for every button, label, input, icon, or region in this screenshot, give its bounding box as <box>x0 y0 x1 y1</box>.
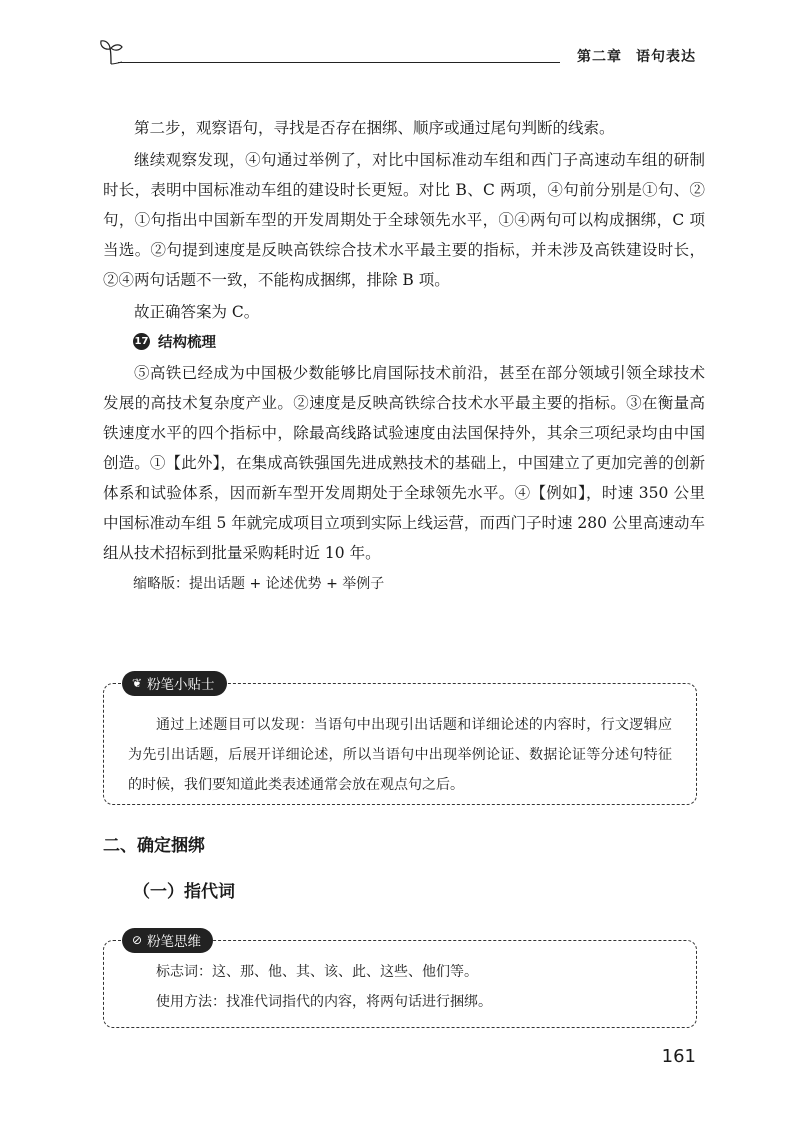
structure-heading <box>133 331 705 352</box>
thinking-tag-label: 粉笔思维 <box>147 934 202 950</box>
chapter-title: 语句表达 <box>636 49 696 65</box>
usage-method-line: 使用方法：找准代词指代的内容，将两句话进行捆绑。 <box>156 994 492 1010</box>
section-title: 二、确定捆绑 <box>103 836 205 856</box>
structure-heading-label: 结构梳理 <box>158 335 216 351</box>
paragraph-analysis: 继续观察发现，④句通过举例了，对比中国标准动车组和西门子高速动车组的研制时长，表明中国标准动车组的建设时长更短。对比 B、C 两项，④句前分别是①句、②句，①句指出中国新车型的开发周期处于全球领先水平，①④两句可以构成捆绑，C 项当选。②句提到速度是反映高铁综合技术水平最主要的指标，并未涉及高铁建设时长，②④两句话题不一致，不能构成捆绑，排除 B 项。 <box>103 151 705 289</box>
thinking-tag <box>122 928 213 953</box>
paragraph-answer: 故正确答案为 C。 <box>134 303 260 321</box>
chapter-number: 第二章 <box>577 49 622 65</box>
tip-tag <box>122 671 227 696</box>
tip-box <box>103 676 697 805</box>
paragraph-structure: ⑤高铁已经成为中国极少数能够比肩国际技术前沿，甚至在部分领域引领全球技术发展的高技术复杂度产业。②速度是反映高铁综合技术水平最主要的指标。③在衡量高铁速度水平的四个指标中，除最高线路试验速度由法国保持外，其余三项纪录均由中国创造。①【此外】，在集成高铁强国先进成熟技术的基础上，中国建立了更加完善的创新体系和试验体系，因而新车型开发周期处于全球领先水平。④【例如】，时速 350 公里中国标准动车组 5 年就完成项目立项到实际上线运营，而西门子时速 280 公里高速动车组从技术招标到批量采购耗时近 10 年。 <box>103 364 705 562</box>
short-version-line: 缩略版：提出话题 + 论述优势 + 举例子 <box>133 576 385 592</box>
section-number-badge: 17 <box>133 333 150 350</box>
main-content <box>103 113 705 598</box>
tip-text: 通过上述题目可以发现：当语句中出现引出话题和详细论述的内容时，行文逻辑应为先引出话题，后展开详细论述，所以当语句中出现举例论证、数据论证等分述句特征的时候，我们要知道此类表述通常会放在观点句之后。 <box>128 717 672 793</box>
tip-tag-label: 粉笔小贴士 <box>147 677 215 693</box>
paragraph-step-two: 第二步，观察语句，寻找是否存在捆绑、顺序或通过尾句判断的线索。 <box>134 119 615 137</box>
thinking-box <box>103 933 697 1028</box>
marker-words-line: 标志词：这、那、他、其、该、此、这些、他们等。 <box>156 964 478 980</box>
leaf-icon: ⊘ <box>132 933 143 947</box>
subsection-title: （一）指代词 <box>133 882 235 902</box>
page-number: 161 <box>661 1046 696 1067</box>
header-rule <box>118 62 560 63</box>
sprout-icon: ❦ <box>132 676 143 690</box>
chapter-heading <box>577 46 696 66</box>
page-header <box>96 36 700 68</box>
